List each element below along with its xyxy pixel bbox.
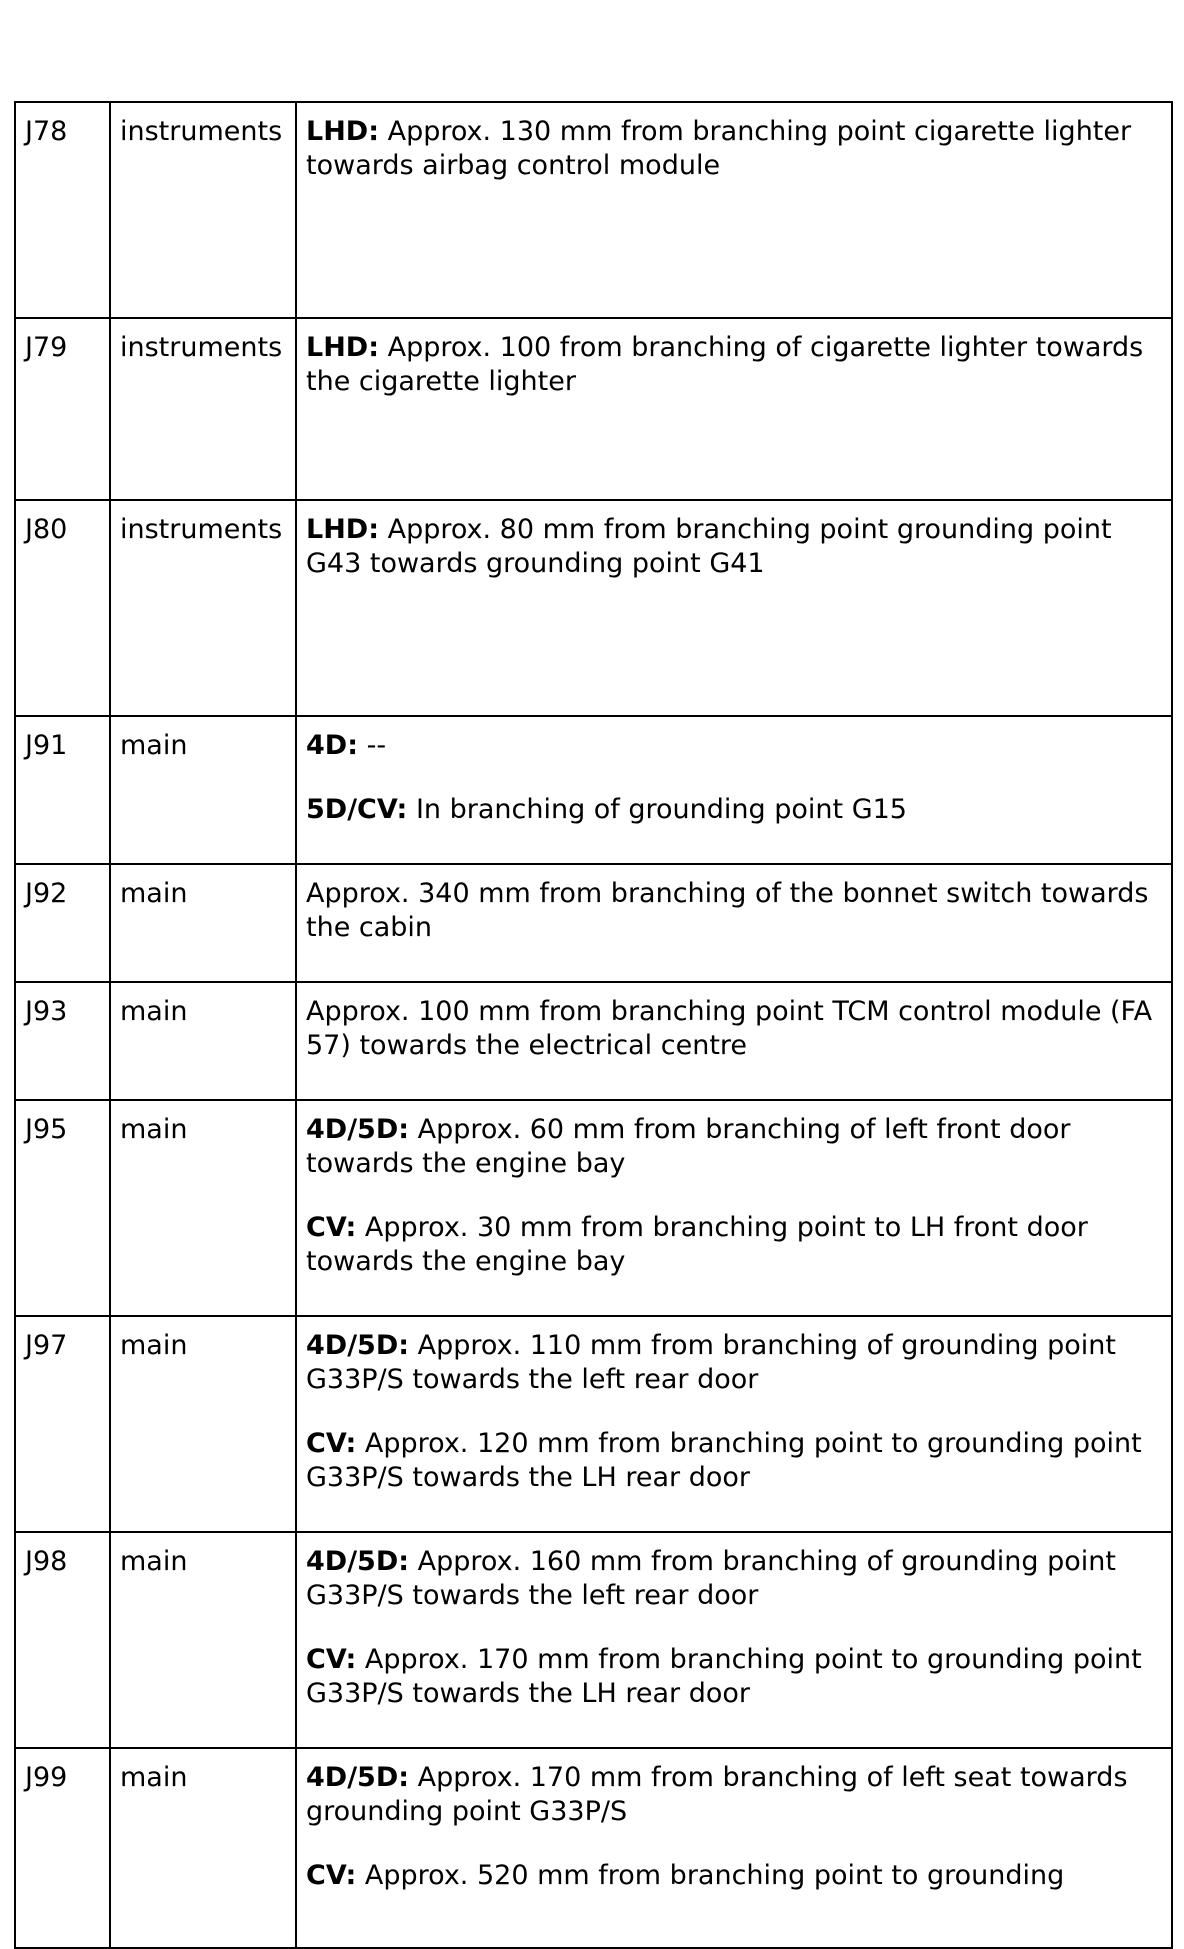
connector-id: J80 [15,500,110,716]
table-row [15,716,1172,864]
variant-label: LHD: [306,332,380,363]
location-description [296,102,1172,318]
location-description [296,864,1172,982]
connector-id: J92 [15,864,110,982]
connector-id: J95 [15,1100,110,1316]
description-paragraph [306,1427,1163,1495]
connector-id: J93 [15,982,110,1100]
harness-name: instruments [110,318,296,500]
variant-label: CV: [306,1644,357,1675]
variant-label: LHD: [306,116,380,147]
connector-id: J98 [15,1532,110,1748]
description-text: Approx. 340 mm from branching of the bonnet switch towards the cabin [306,878,1149,943]
location-description [296,1532,1172,1748]
variant-label: 4D/5D: [306,1762,410,1793]
location-description [296,1316,1172,1532]
harness-name: main [110,1316,296,1532]
description-paragraph [306,1859,1163,1893]
table-row [15,982,1172,1100]
location-description [296,318,1172,500]
description-text: Approx. 100 from branching of cigarette lighter towards the cigarette lighter [306,332,1144,397]
connector-table [14,101,1173,1949]
harness-name: main [110,864,296,982]
description-paragraph [306,513,1163,581]
table-row [15,102,1172,318]
harness-name: main [110,1748,296,1948]
variant-label: LHD: [306,514,380,545]
table-row [15,864,1172,982]
description-text: Approx. 520 mm from branching point to grounding [356,1860,1065,1891]
variant-label: CV: [306,1212,357,1243]
description-paragraph [306,1643,1163,1711]
table-row [15,1748,1172,1948]
harness-name: main [110,1100,296,1316]
description-text: Approx. 130 mm from branching point cigarette lighter towards airbag control module [306,116,1132,181]
harness-name: main [110,982,296,1100]
description-text: Approx. 160 mm from branching of grounding point G33P/S towards the left rear door [306,1546,1116,1611]
variant-label: 4D: [306,730,358,761]
connector-id: J91 [15,716,110,864]
variant-label: 4D/5D: [306,1546,410,1577]
table-row [15,318,1172,500]
location-description [296,982,1172,1100]
harness-name: instruments [110,102,296,318]
connector-id: J99 [15,1748,110,1948]
location-description [296,500,1172,716]
harness-name: main [110,716,296,864]
description-text: Approx. 170 mm from branching point to grounding point G33P/S towards the LH rear door [306,1644,1142,1709]
description-paragraph [306,793,1163,827]
description-paragraph [306,115,1163,183]
harness-name: main [110,1532,296,1748]
variant-label: CV: [306,1428,357,1459]
description-text: Approx. 30 mm from branching point to LH front door towards the engine bay [306,1212,1088,1277]
table-row [15,1100,1172,1316]
description-paragraph [306,1113,1163,1181]
description-paragraph [306,331,1163,399]
location-description [296,1100,1172,1316]
variant-label: CV: [306,1860,357,1891]
description-text: Approx. 100 mm from branching point TCM control module (FA 57) towards the electrical centre [306,996,1153,1061]
table-row [15,500,1172,716]
location-description [296,716,1172,864]
table-row [15,1316,1172,1532]
description-paragraph [306,1761,1163,1829]
description-paragraph [306,1545,1163,1613]
variant-label: 4D/5D: [306,1330,410,1361]
description-text: In branching of grounding point G15 [407,794,907,825]
description-text: Approx. 120 mm from branching point to grounding point G33P/S towards the LH rear door [306,1428,1142,1493]
connector-id: J97 [15,1316,110,1532]
description-text: Approx. 80 mm from branching point grounding point G43 towards grounding point G41 [306,514,1112,579]
description-paragraph [306,1329,1163,1397]
description-paragraph [306,729,1163,763]
description-text: Approx. 110 mm from branching of grounding point G33P/S towards the left rear door [306,1330,1116,1395]
description-text: Approx. 170 mm from branching of left seat towards grounding point G33P/S [306,1762,1128,1827]
connector-id: J79 [15,318,110,500]
connector-id: J78 [15,102,110,318]
description-text: Approx. 60 mm from branching of left front door towards the engine bay [306,1114,1071,1179]
table-row [15,1532,1172,1748]
variant-label: 5D/CV: [306,794,408,825]
description-paragraph [306,877,1163,945]
variant-label: 4D/5D: [306,1114,410,1145]
description-text: -- [358,730,387,761]
harness-name: instruments [110,500,296,716]
description-paragraph [306,995,1163,1063]
description-paragraph [306,1211,1163,1279]
location-description [296,1748,1172,1948]
